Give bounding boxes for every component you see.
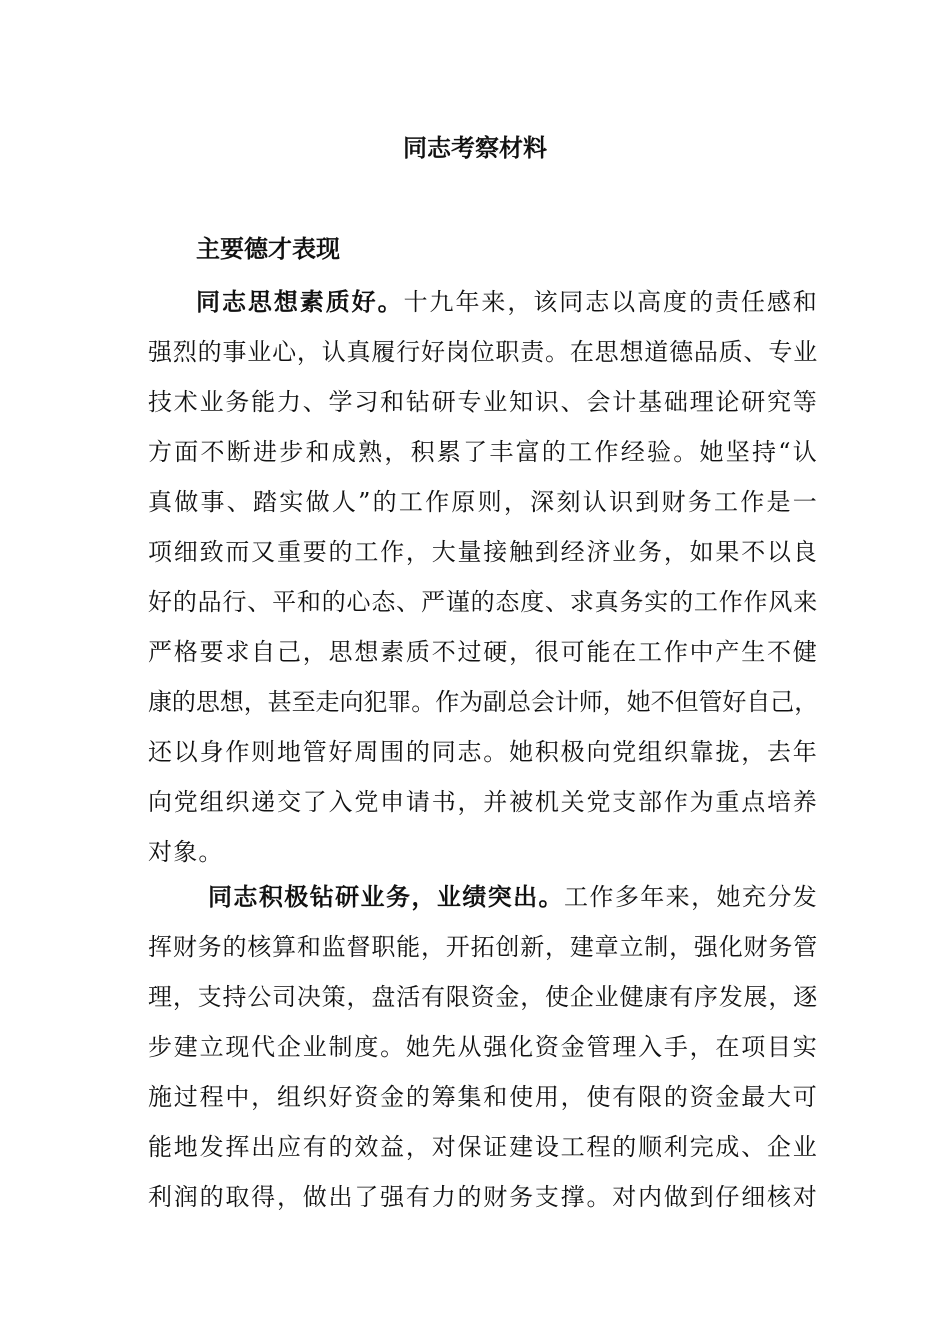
paragraph-line: 方面不断进步和成熟，积累了丰富的工作经验。她坚持“认: [148, 438, 818, 466]
paragraph-business-performance: [148, 872, 818, 1222]
paragraph-line: 项细致而又重要的工作，大量接触到经济业务，如果不以良: [148, 538, 818, 566]
paragraph-line-text: 工作多年来，她充分发: [563, 883, 818, 911]
paragraph-line: [148, 872, 818, 922]
paragraph-line: 康的思想，甚至走向犯罪。作为副总会计师，她不但管好自己，: [148, 688, 818, 716]
paragraph-line: 强烈的事业心，认真履行好岗位职责。在思想道德品质、专业: [148, 338, 818, 366]
paragraph-line: 施过程中，组织好资金的筹集和使用，使有限的资金最大可: [148, 1083, 818, 1111]
paragraph-line: 技术业务能力、学习和钻研专业知识、会计基础理论研究等: [148, 388, 818, 416]
paragraph-line: 理，支持公司决策，盘活有限资金，使企业健康有序发展，逐: [148, 983, 818, 1011]
paragraph-line: 步建立现代企业制度。她先从强化资金管理入手，在项目实: [148, 1033, 818, 1061]
paragraph-line: 严格要求自己，思想素质不过硬，很可能在工作中产生不健: [148, 638, 818, 666]
section-heading: 主要德才表现: [196, 235, 340, 263]
document-title: 同志考察材料: [403, 134, 547, 162]
paragraph-line: [148, 277, 818, 327]
paragraph-line: 还以身作则地管好周围的同志。她积极向党组织靠拢，去年: [148, 738, 818, 766]
paragraph-line: 能地发挥出应有的效益，对保证建设工程的顺利完成、企业: [148, 1133, 818, 1161]
paragraph-lead: 同志思想素质好。: [196, 288, 404, 316]
paragraph-line: 真做事、踏实做人”的工作原则，深刻认识到财务工作是一: [148, 488, 818, 516]
paragraph-line-text: 十九年来，该同志以高度的责任感和: [403, 288, 818, 316]
paragraph-line: 对象。: [148, 838, 224, 866]
paragraph-thought-quality: [148, 277, 818, 877]
paragraph-lead: 同志积极钻研业务，业绩突出。: [208, 883, 564, 911]
paragraph-line: 挥财务的核算和监督职能，开拓创新，建章立制，强化财务管: [148, 933, 818, 961]
paragraph-line: 向党组织递交了入党申请书，并被机关党支部作为重点培养: [148, 788, 818, 816]
paragraph-line: 利润的取得，做出了强有力的财务支撑。对内做到仔细核对: [148, 1183, 818, 1211]
paragraph-line: 好的品行、平和的心态、严谨的态度、求真务实的工作作风来: [148, 588, 818, 616]
